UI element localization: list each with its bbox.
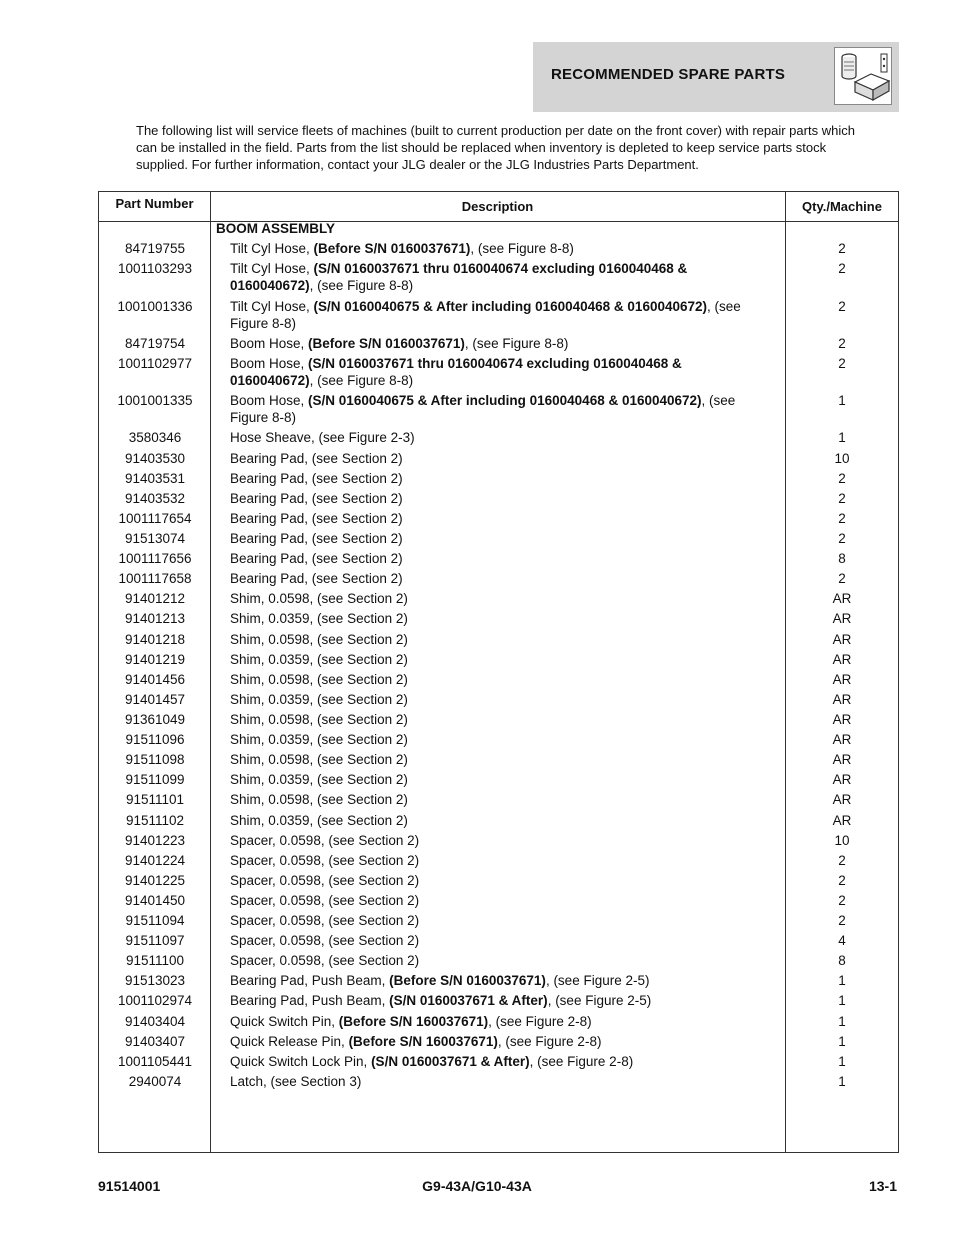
quantity: 2: [838, 299, 846, 314]
quantity: 2: [838, 336, 846, 351]
part-number: 1001117656: [118, 551, 192, 566]
part-description: [230, 731, 750, 748]
description-text: Boom Hose,: [230, 356, 309, 371]
part-number: 91401223: [124, 833, 186, 848]
description-text: Spacer, 0.0598, (see Section 2): [230, 873, 420, 888]
footer-page-number: 13-1: [868, 1178, 897, 1194]
quantity: 1: [838, 973, 846, 988]
part-description: [230, 671, 750, 688]
description-text: Quick Release Pin,: [230, 1034, 349, 1049]
description-text: Spacer, 0.0598, (see Section 2): [230, 853, 420, 868]
quantity: AR: [832, 632, 852, 647]
parts-table: [98, 191, 899, 1153]
section-header: [533, 42, 899, 112]
part-description: [230, 550, 750, 567]
quantity: AR: [832, 591, 852, 606]
description-text: Shim, 0.0359, (see Section 2): [230, 813, 408, 828]
part-number: 1001001336: [117, 299, 193, 314]
part-description: [230, 852, 750, 869]
description-text: Shim, 0.0359, (see Section 2): [230, 772, 408, 787]
part-number: 91401457: [124, 692, 186, 707]
figure-reference: , (see Figure 2-8): [529, 1054, 634, 1069]
description-text: Shim, 0.0598, (see Section 2): [230, 792, 408, 807]
part-number: 1001117654: [118, 511, 192, 526]
spare-parts-icon: [834, 47, 892, 105]
serial-range: (S/N 0160037671 thru 0160040674 excluding 0160040468 & 0160040672): [230, 261, 688, 293]
quantity: AR: [832, 692, 852, 707]
part-number: 1001117658: [118, 571, 192, 586]
part-description: [230, 912, 750, 929]
description-text: Spacer, 0.0598, (see Section 2): [230, 833, 420, 848]
part-description: [230, 392, 750, 426]
figure-reference: , (see Figure 8-8): [470, 241, 574, 256]
description-text: Shim, 0.0359, (see Section 2): [230, 692, 408, 707]
quantity: AR: [832, 813, 852, 828]
description-text: Bearing Pad, Push Beam,: [230, 993, 390, 1008]
part-description: [230, 791, 750, 808]
part-description: [230, 631, 750, 648]
section-title: RECOMMENDED SPARE PARTS: [551, 66, 786, 83]
description-text: Spacer, 0.0598, (see Section 2): [230, 953, 420, 968]
part-number: 91401450: [124, 893, 186, 908]
quantity: 1: [838, 1014, 846, 1029]
part-number: 1001102977: [117, 356, 193, 371]
serial-range: (Before S/N 160037671): [338, 1014, 489, 1029]
description-text: Shim, 0.0359, (see Section 2): [230, 652, 408, 667]
part-number: 91511102: [125, 813, 185, 828]
part-description: [230, 1013, 750, 1030]
part-description: [230, 691, 750, 708]
quantity: AR: [832, 611, 852, 626]
part-number: 91511099: [125, 772, 185, 787]
part-description: [230, 490, 750, 507]
part-number: 91513023: [124, 973, 186, 988]
quantity: 4: [838, 933, 846, 948]
part-description: [230, 429, 750, 446]
intro-paragraph: The following list will service fleets of machines (built to current production per date on the front cover) with repair parts which can be installed in the field. Parts from the list should be replaced when inventory is depleted to keep service parts stock supplied. For further information, contact your JLG dealer or the JLG Industries Parts Department.: [136, 123, 855, 172]
description-text: Bearing Pad, (see Section 2): [230, 511, 403, 526]
serial-range: (S/N 0160040675 & After including 0160040468 & 0160040672): [308, 393, 702, 408]
description-text: Shim, 0.0598, (see Section 2): [230, 672, 408, 687]
description-text: Spacer, 0.0598, (see Section 2): [230, 893, 420, 908]
part-description: [230, 450, 750, 467]
quantity: 1: [838, 1054, 846, 1069]
part-number: 91401219: [124, 652, 186, 667]
part-description: [230, 651, 750, 668]
part-description: [230, 992, 750, 1009]
part-description: [230, 872, 750, 889]
serial-range: (S/N 0160037671 & After): [389, 993, 548, 1008]
quantity: 2: [838, 511, 846, 526]
serial-range: (Before S/N 0160037671): [313, 241, 471, 256]
description-text: Boom Hose,: [230, 393, 309, 408]
header-qty: Qty./Machine: [802, 199, 882, 214]
serial-range: (S/N 0160037671 & After): [371, 1054, 530, 1069]
part-description: [230, 932, 750, 949]
quantity: 8: [838, 953, 846, 968]
description-text: Tilt Cyl Hose,: [230, 299, 314, 314]
part-description: [230, 711, 750, 728]
quantity: 2: [838, 491, 846, 506]
part-description: [230, 590, 750, 607]
part-number: 91403530: [124, 451, 186, 466]
part-description: [230, 470, 750, 487]
header-description: Description: [461, 199, 534, 214]
description-text: Bearing Pad, (see Section 2): [230, 531, 403, 546]
description-text: Bearing Pad, Push Beam,: [230, 973, 390, 988]
part-number: 84719754: [124, 336, 186, 351]
serial-range: (Before S/N 0160037671): [389, 973, 546, 988]
quantity: 8: [838, 551, 846, 566]
part-description: [230, 240, 750, 257]
figure-reference: , (see Figure 2-8): [488, 1014, 592, 1029]
description-text: Shim, 0.0359, (see Section 2): [230, 611, 408, 626]
description-text: Bearing Pad, (see Section 2): [230, 571, 403, 586]
description-text: Boom Hose,: [230, 336, 309, 351]
quantity: 2: [838, 261, 846, 276]
serial-range: (Before S/N 0160037671): [308, 336, 465, 351]
quantity: AR: [832, 672, 852, 687]
description-text: Latch, (see Section 3): [230, 1074, 362, 1089]
description-text: Quick Switch Lock Pin,: [230, 1054, 372, 1069]
quantity: 2: [838, 853, 846, 868]
part-description: [230, 530, 750, 547]
part-number: 91403531: [124, 471, 186, 486]
description-text: Shim, 0.0598, (see Section 2): [230, 752, 408, 767]
part-number: 1001102974: [117, 993, 193, 1008]
part-number: 91401225: [124, 873, 186, 888]
footer-doc-number: 91514001: [98, 1178, 161, 1194]
part-number: 91511101: [125, 792, 185, 807]
part-number: 91511100: [125, 953, 185, 968]
description-text: Spacer, 0.0598, (see Section 2): [230, 913, 420, 928]
part-number: 91511097: [125, 933, 185, 948]
part-number: 91401212: [124, 591, 186, 606]
quantity: 2: [838, 531, 846, 546]
part-number: 91513074: [124, 531, 186, 546]
part-number: 91401213: [124, 611, 186, 626]
part-number: 91511096: [125, 732, 185, 747]
quantity: AR: [832, 772, 852, 787]
part-description: [230, 1053, 750, 1070]
serial-range: (S/N 0160037671 thru 0160040674 excluding 0160040468 & 0160040672): [230, 356, 682, 388]
figure-reference: , (see Figure 8-8): [464, 336, 569, 351]
part-number: 91361049: [124, 712, 186, 727]
quantity: 10: [834, 833, 850, 848]
part-description: [230, 771, 750, 788]
quantity: 10: [834, 451, 850, 466]
figure-reference: , (see Figure 8-8): [230, 299, 741, 331]
serial-range: (S/N 0160040675 & After including 0160040468 & 0160040672): [313, 299, 707, 314]
quantity: 1: [838, 1034, 846, 1049]
part-description: [230, 570, 750, 587]
description-text: Bearing Pad, (see Section 2): [230, 451, 403, 466]
description-text: Shim, 0.0598, (see Section 2): [230, 632, 408, 647]
description-text: Shim, 0.0598, (see Section 2): [230, 591, 408, 606]
description-text: Spacer, 0.0598, (see Section 2): [230, 933, 420, 948]
figure-reference: , (see Figure 2-8): [497, 1034, 602, 1049]
part-number: 91401218: [124, 632, 186, 647]
quantity: 2: [838, 913, 846, 928]
part-number: 91511098: [125, 752, 185, 767]
part-number: 91403532: [124, 491, 186, 506]
figure-reference: , (see Figure 2-5): [545, 973, 650, 988]
figure-reference: , (see Figure 8-8): [309, 278, 414, 293]
part-number: 1001105441: [117, 1054, 193, 1069]
quantity: 2: [838, 356, 846, 371]
part-number: 91403407: [124, 1034, 186, 1049]
quantity: AR: [832, 652, 852, 667]
part-description: [230, 335, 750, 352]
description-text: Tilt Cyl Hose,: [230, 241, 314, 256]
description-text: Shim, 0.0359, (see Section 2): [230, 732, 408, 747]
part-number: 91401456: [124, 672, 186, 687]
part-description: [230, 832, 750, 849]
part-description: [230, 1033, 750, 1050]
description-text: Shim, 0.0598, (see Section 2): [230, 712, 408, 727]
description-text: Bearing Pad, (see Section 2): [230, 491, 403, 506]
part-number: 91511094: [125, 913, 185, 928]
description-text: Hose Sheave, (see Figure 2-3): [230, 430, 415, 445]
part-number: 2940074: [128, 1074, 182, 1089]
part-description: [230, 610, 750, 627]
quantity: AR: [832, 792, 852, 807]
part-number: 3580346: [128, 430, 182, 445]
header-part-number: Part Number: [115, 196, 194, 211]
part-number: 91403404: [124, 1014, 186, 1029]
quantity: 1: [838, 993, 846, 1008]
serial-range: (Before S/N 160037671): [348, 1034, 498, 1049]
part-description: [230, 952, 750, 969]
quantity: 2: [838, 571, 846, 586]
quantity: 2: [838, 893, 846, 908]
part-description: [230, 298, 750, 332]
part-number: 1001001335: [117, 393, 193, 408]
part-description: [230, 1073, 750, 1090]
quantity: 2: [838, 873, 846, 888]
description-text: Bearing Pad, (see Section 2): [230, 471, 403, 486]
quantity: 1: [838, 393, 846, 408]
quantity: AR: [832, 712, 852, 727]
figure-reference: , (see Figure 8-8): [309, 373, 414, 388]
part-description: [230, 892, 750, 909]
part-description: [230, 355, 750, 389]
part-number: 84719755: [124, 241, 186, 256]
section-heading: BOOM ASSEMBLY: [216, 221, 336, 236]
footer-model: G9-43A/G10-43A: [422, 1178, 532, 1194]
part-description: [230, 510, 750, 527]
quantity: 1: [838, 1074, 846, 1089]
part-description: [230, 812, 750, 829]
quantity: 1: [838, 430, 846, 445]
quantity: AR: [832, 732, 852, 747]
description-text: Bearing Pad, (see Section 2): [230, 551, 403, 566]
part-description: [230, 751, 750, 768]
part-number: 1001103293: [117, 261, 193, 276]
part-description: [230, 972, 750, 989]
part-number: 91401224: [124, 853, 186, 868]
description-text: Quick Switch Pin,: [230, 1014, 339, 1029]
quantity: AR: [832, 752, 852, 767]
quantity: 2: [838, 471, 846, 486]
part-description: [230, 260, 750, 294]
figure-reference: , (see Figure 2-5): [547, 993, 652, 1008]
figure-reference: , (see Figure 8-8): [230, 393, 736, 425]
quantity: 2: [838, 241, 846, 256]
description-text: Tilt Cyl Hose,: [230, 261, 314, 276]
